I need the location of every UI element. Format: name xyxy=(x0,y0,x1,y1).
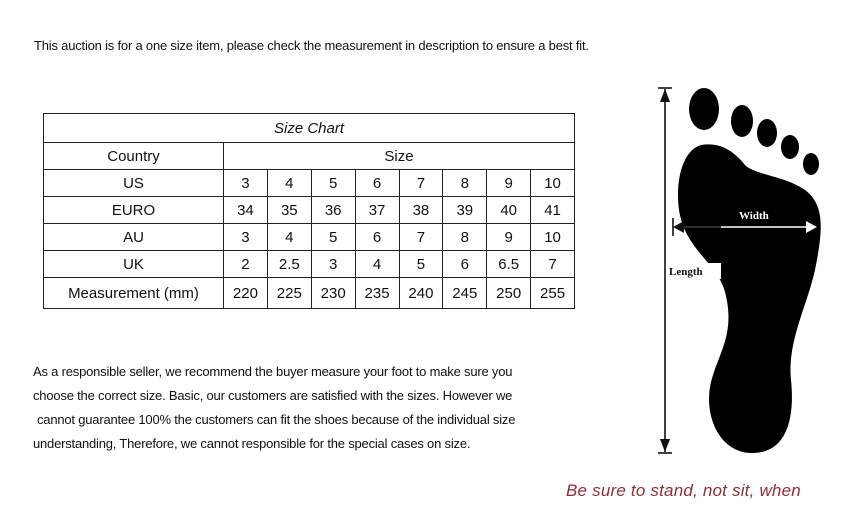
size-cell: 4 xyxy=(355,251,399,278)
table-row xyxy=(44,278,575,309)
advice-line: cannot guarantee 100% the customers can fit the shoes because of the individual size xyxy=(37,412,516,427)
row-label: Measurement (mm) xyxy=(44,278,224,309)
size-cell: 255 xyxy=(531,278,575,309)
size-cell: 7 xyxy=(399,170,443,197)
size-cell: 9 xyxy=(487,170,531,197)
size-chart-title: Size Chart xyxy=(44,114,575,143)
size-cell: 3 xyxy=(311,251,355,278)
size-cell: 2.5 xyxy=(267,251,311,278)
size-cell: 4 xyxy=(267,170,311,197)
advice-line: As a responsible seller, we recommend the buyer measure your foot to make sure you xyxy=(33,364,513,379)
size-cell: 245 xyxy=(443,278,487,309)
row-label: US xyxy=(44,170,224,197)
size-cell: 37 xyxy=(355,197,399,224)
size-cell: 3 xyxy=(224,224,268,251)
size-cell: 5 xyxy=(311,224,355,251)
width-label: Width xyxy=(739,210,769,222)
size-cell: 8 xyxy=(443,224,487,251)
table-row xyxy=(44,170,575,197)
row-label: EURO xyxy=(44,197,224,224)
size-cell: 7 xyxy=(399,224,443,251)
length-label: Length xyxy=(669,266,703,278)
size-cell: 225 xyxy=(267,278,311,309)
size-cell: 6 xyxy=(355,224,399,251)
size-cell: 6.5 xyxy=(487,251,531,278)
size-cell: 235 xyxy=(355,278,399,309)
size-cell: 41 xyxy=(531,197,575,224)
size-cell: 250 xyxy=(487,278,531,309)
table-row xyxy=(44,224,575,251)
table-row xyxy=(44,251,575,278)
size-cell: 40 xyxy=(487,197,531,224)
size-chart-table xyxy=(43,113,575,309)
table-row xyxy=(44,197,575,224)
size-cell: 220 xyxy=(224,278,268,309)
size-cell: 3 xyxy=(224,170,268,197)
size-cell: 35 xyxy=(267,197,311,224)
size-cell: 36 xyxy=(311,197,355,224)
size-cell: 34 xyxy=(224,197,268,224)
country-header: Country xyxy=(44,143,224,170)
advice-line: choose the correct size. Basic, our customers are satisfied with the sizes. However we xyxy=(33,388,513,403)
size-cell: 39 xyxy=(443,197,487,224)
size-cell: 38 xyxy=(399,197,443,224)
intro-text: This auction is for a one size item, please check the measurement in description to ensure a best fit. xyxy=(34,38,589,53)
size-header: Size xyxy=(224,143,575,170)
size-cell: 10 xyxy=(531,170,575,197)
size-cell: 6 xyxy=(443,251,487,278)
row-label: AU xyxy=(44,224,224,251)
size-cell: 7 xyxy=(531,251,575,278)
size-cell: 10 xyxy=(531,224,575,251)
size-cell: 9 xyxy=(487,224,531,251)
size-cell: 6 xyxy=(355,170,399,197)
advice-line: understanding, Therefore, we cannot responsible for the special cases on size. xyxy=(33,436,471,451)
advice-text xyxy=(33,360,515,456)
size-cell: 8 xyxy=(443,170,487,197)
size-cell: 230 xyxy=(311,278,355,309)
size-cell: 2 xyxy=(224,251,268,278)
size-cell: 4 xyxy=(267,224,311,251)
stand-note: Be sure to stand, not sit, when xyxy=(566,481,801,500)
row-label: UK xyxy=(44,251,224,278)
size-cell: 5 xyxy=(399,251,443,278)
size-cell: 240 xyxy=(399,278,443,309)
size-cell: 5 xyxy=(311,170,355,197)
foot-diagram xyxy=(655,80,835,460)
